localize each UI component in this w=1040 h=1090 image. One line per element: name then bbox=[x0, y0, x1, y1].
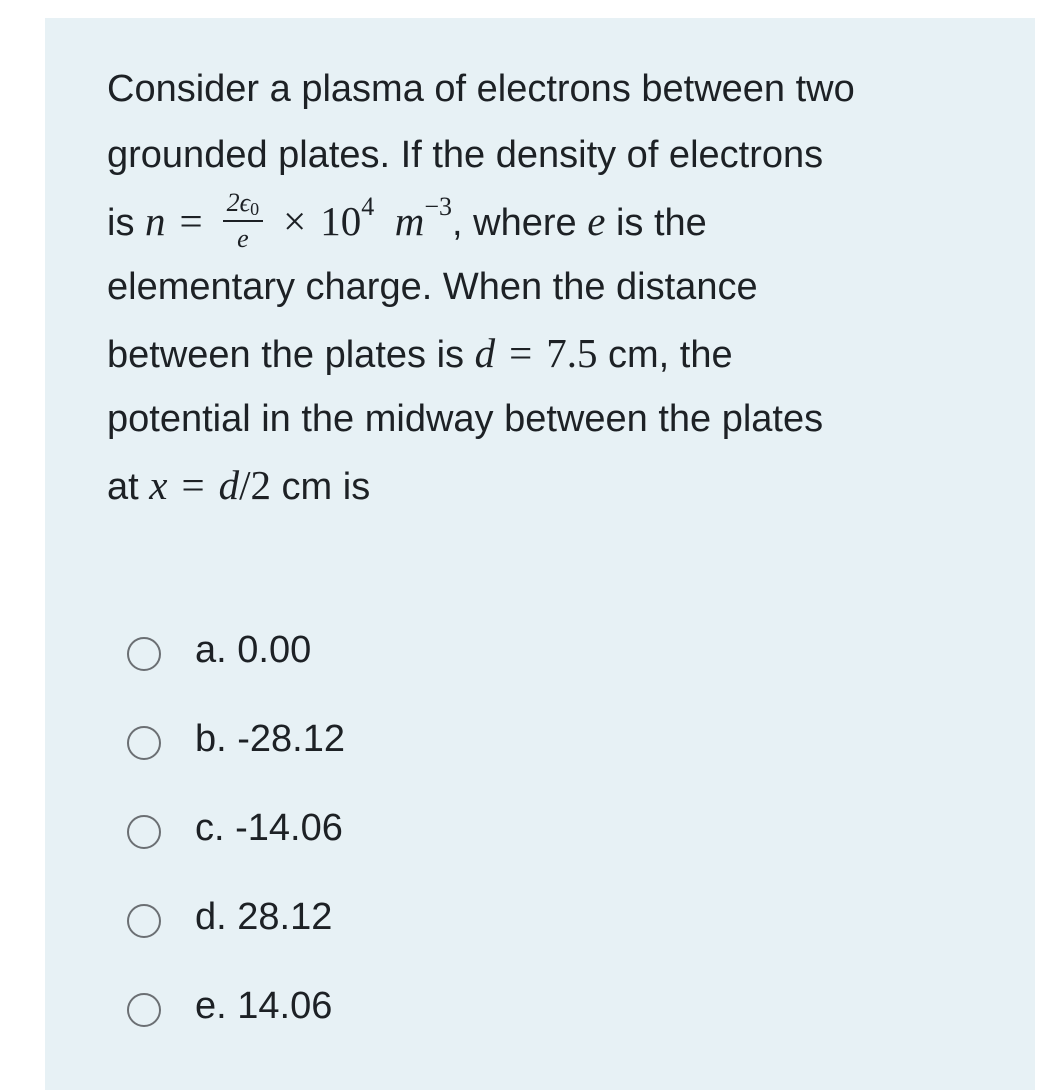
answer-option-e[interactable] bbox=[127, 962, 827, 1051]
math-value: 7.5 bbox=[546, 330, 598, 376]
question-line: potential in the midway between the plates bbox=[107, 398, 824, 440]
math-expression bbox=[269, 192, 453, 244]
math-equals: = bbox=[509, 330, 533, 376]
question-line: elementary charge. When the distance bbox=[107, 266, 758, 308]
question-line: Consider a plasma of electrons between two bbox=[107, 68, 855, 110]
answer-option-b[interactable] bbox=[127, 695, 827, 784]
answer-option-c[interactable] bbox=[127, 784, 827, 873]
math-expression bbox=[145, 198, 217, 244]
radio-button-d[interactable] bbox=[127, 904, 161, 938]
answer-option-d[interactable] bbox=[127, 873, 827, 962]
math-variable-e: e bbox=[587, 198, 606, 244]
math-base: 10 bbox=[320, 198, 362, 244]
math-variable-d: d bbox=[218, 462, 240, 508]
fraction-denominator: e bbox=[237, 223, 249, 253]
math-expression bbox=[149, 462, 271, 508]
math-exponent: 4 bbox=[361, 192, 375, 221]
math-equals: = bbox=[179, 198, 203, 244]
question-line-position bbox=[107, 452, 1007, 518]
math-expression-rest: /2 bbox=[239, 462, 271, 508]
fraction-numerator bbox=[223, 188, 263, 222]
math-expression bbox=[475, 330, 598, 376]
math-expression bbox=[587, 198, 605, 244]
math-variable-n: n bbox=[145, 198, 166, 244]
question-line: grounded plates. If the density of electrons bbox=[107, 134, 824, 176]
math-unit: m bbox=[394, 198, 425, 244]
question-text-fragment: is bbox=[107, 202, 145, 244]
math-variable-d: d bbox=[474, 330, 496, 376]
question-text-fragment: at bbox=[107, 466, 150, 508]
radio-button-b[interactable] bbox=[127, 726, 161, 760]
answer-option-label[interactable]: d. 28.12 bbox=[195, 896, 333, 938]
math-unit-exponent: −3 bbox=[424, 192, 453, 221]
math-times: × bbox=[283, 198, 307, 244]
numerator-subscript: 0 bbox=[250, 198, 260, 219]
radio-button-c[interactable] bbox=[127, 815, 161, 849]
math-fraction bbox=[223, 188, 263, 254]
answer-options bbox=[127, 606, 827, 1051]
numerator-text: 2ϵ bbox=[226, 187, 251, 217]
question-line-distance bbox=[107, 320, 1007, 386]
question-card bbox=[45, 18, 1035, 1090]
question-text-fragment: cm, the bbox=[597, 334, 733, 376]
radio-button-e[interactable] bbox=[127, 993, 161, 1027]
question-text bbox=[107, 56, 1007, 518]
answer-option-label[interactable]: c. -14.06 bbox=[195, 807, 343, 849]
question-text-fragment: , where bbox=[452, 202, 588, 244]
question-text-fragment: cm is bbox=[270, 466, 371, 508]
answer-option-label[interactable]: a. 0.00 bbox=[195, 629, 312, 671]
answer-option-label[interactable]: b. -28.12 bbox=[195, 718, 345, 760]
math-variable-x: x bbox=[149, 462, 168, 508]
answer-option-a[interactable] bbox=[127, 606, 827, 695]
question-line-density bbox=[107, 188, 1007, 254]
question-text-fragment: between the plates is bbox=[107, 334, 475, 376]
answer-option-label[interactable]: e. 14.06 bbox=[195, 985, 333, 1027]
radio-button-a[interactable] bbox=[127, 637, 161, 671]
question-text-fragment: is the bbox=[605, 202, 707, 244]
math-equals: = bbox=[181, 462, 205, 508]
